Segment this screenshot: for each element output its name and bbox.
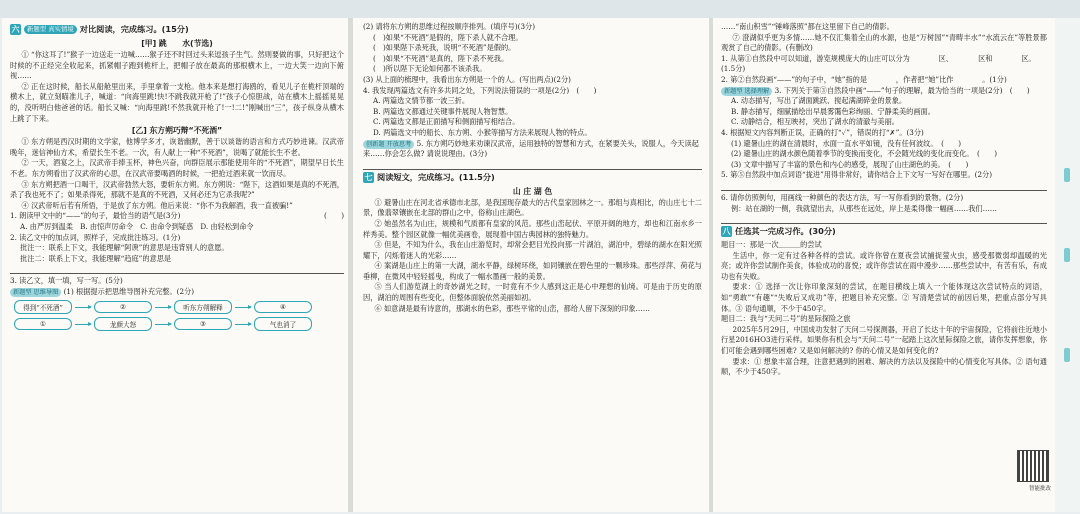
order-item[interactable]: ( )所以陛下无论如何都不该杀我。 [373, 64, 487, 74]
question-1: 1. 从第①自然段中可以知道，游览规模庞大的山庄可以分为 区、 区和 区。(1.5分) [721, 53, 1036, 74]
passage-b-para: ② 一天，酒宴之上，汉武帝手捧玉杯，神色兴奋，向群臣展示那能使用年的“不死酒”，期望早日长生不老。东方朔看出了汉武帝的心思，在汉武帝要喝酒的时候，一把抢过酒来就一饮而尽。 [10, 158, 344, 178]
mind-map-blank[interactable]: ③ [174, 318, 232, 330]
essay-para: ⑤ 当人们游览湖上的奇妙湖光之时，一时竟有不少人感到这正是心中理想的仙境。可是由于历史的原因，湖泊的周围有些变化，但整体面貌依然美丽如初。 [363, 282, 702, 303]
section-title: 阅读短文，完成练习。(11.5分) [377, 171, 495, 182]
essay-para: ② 她虽然名为山庄，规模和气质都有皇家的风范。那些山峦起伏、平原开阔的地方，却也和江南水乡一样秀美。整个园区就像一幅优美画卷，展现着中国古典园林的独特魅力。 [363, 218, 702, 239]
essay-para: ⑥ 如意湖是最有诗意的，那湖水的色彩，那些平常的山峦，都给人留下深刻的印象…… [374, 303, 650, 313]
essay-para: ⑦ 澄湖似乎更为多情……她不仅汇集着全山的水源，也是“万树园”“青畴丰水”“水流云在”等胜景都观赏了自己的倩影。(有删改) [721, 32, 1047, 53]
option-c: C. 动静结合，相互映衬，突出了湖水的清澈与美丽。 [731, 117, 899, 127]
passage-a-para: ② 正在这时候，船长从船舱里出来，手里拿着一支枪。他本来是想打海鸥的，看见儿子在桅杆顶端的横木上，就立刻瞄准儿子，喊道：“向海里跳!快!不跳我就开枪了!”孩子心惊胆战，站在横木上摇摇晃晃的，没听明白他爸爸的话。船长又喊：“向海里跳!不然我就开枪了!一!二!”刚喊出“三”，孩子纵身从横木上跳了下来。 [10, 81, 344, 123]
answer-line[interactable] [10, 264, 344, 274]
prompt-one-title: 题目一：那是一次＿＿＿的尝试 [721, 240, 822, 250]
question-options: A. 由严厉到温柔 B. 由惊声厉命令 C. 由命令到疑惑 D. 由轻松到命令 [20, 221, 254, 231]
prompt-two-title: 题目二：我与“天问二号”的星际探险之旅 [721, 314, 851, 324]
question-3-3: (3) 从上面的梳理中，我看出东方朔是一个的人。(写出两点)(2分) [363, 74, 571, 84]
qr-code-icon[interactable] [1017, 450, 1049, 482]
question-1 [10, 211, 344, 222]
question-stem: (1) 根据提示把思维导图补充完整。(2分) [63, 286, 195, 296]
prompt-two-requirements: 要求：① 想象丰富合理，注意把遇到的困难、解决的方法以及探险中的心情变化写具体。② 语句通顺，不少于450字。 [721, 356, 1047, 377]
passage-b-title: [乙] 东方朔巧辩“不死酒” [131, 126, 223, 136]
essay-para: ③ 但是，不知为什么，我在山庄游览时，却常会把目光投向那一片湖泊，湖泊中，碧绿的湖水在阳光照耀下，闪烁着迷人的光彩…… [363, 240, 702, 260]
judge-item[interactable]: (3) 文章中描写了丰富的景色和内心的感受，展现了山庄湖色的美。 ( ) [731, 159, 969, 169]
arrow-icon [155, 324, 171, 325]
question-2: 2. 读乙文中的加点词，照样子，完成批注练习。(1分) [10, 232, 181, 242]
answer-paren[interactable]: ( ) [324, 211, 344, 221]
section-six-header [10, 24, 344, 35]
question-stem: 5. 东方朔巧妙地来劝谏汉武帝，运用独特的智慧和方式，在紧要关头，说服人，今天读起来……你会怎么做? 请说说理由。(3分) [363, 138, 699, 159]
section-tag: 新题型 真实情境 [24, 25, 77, 34]
question-3-1 [10, 287, 344, 298]
prompt-one-text: 生活中，你一定有过各种各样的尝试。或许你曾在夏夜尝试捕捉萤火虫，感受那微弱却温暖的光亮；或许你尝试制作美食，体验成功的喜悦；或许你尝试在雨中漫步……那些尝试中，有苦有乐，有成功也有失败。 [721, 250, 1047, 281]
question-tag: 新题型 选择理解 [721, 87, 772, 96]
mind-map-blank[interactable]: ① [14, 318, 72, 330]
prompt-two-text: 2025年5月29日，中国成功发射了天问二号探测器，开启了长达十年的宇宙探险，它将前往近地小行星2016HO3进行采样。如果你有机会与“天问二号”一起踏上这次星际探险之旅，请你发挥想象，你们可能会遇到哪些困难? 又是如何解决的? 你的心情又是如何变化的? [721, 324, 1047, 356]
section-title: 任选其一完成习作。(30分) [735, 226, 836, 237]
question-tag: 新题型 思维导图 [10, 288, 61, 297]
question-stem: 3. 下列关于第③自然段中画“——”句子的理解，最为恰当的一项是(2分) ( ) [774, 85, 1030, 95]
answer-line[interactable] [721, 214, 1047, 224]
order-item[interactable]: ( )如果“不死酒”是真的，陛下杀不死我。 [373, 53, 509, 63]
arrow-icon [235, 307, 251, 308]
option-a: A. 动态描写，写出了湖面跳跃、搅起满湖碎金的景象。 [731, 96, 907, 106]
passage-a-para: ① “你这耳了!”猴子一边送走一边喊……猴子还不时回过头来逗孩子生气。然则要做的事，只好把这个时候的不正经完全收起来，抓紧帽子跑到桅杆上，把帽子放在最高的那根横木上，一边大笑一边向下俯视…… [10, 50, 344, 81]
mind-map-node: 听东方朔解释 [174, 300, 232, 314]
question-4: 4. 根据短文内容判断正误，正确的打“✓”，错误的打“✗”。(3分) [721, 127, 924, 137]
mind-map-blank[interactable]: ④ [254, 301, 312, 313]
option-a: A. 两篇选文情节都一波三折。 [373, 96, 470, 106]
mind-map-node: 得到“不死酒” [14, 300, 72, 314]
question-5 [363, 139, 702, 160]
judge-item[interactable]: (1) 避暑山庄的湖在清晨时，水面一直水平如镜，没有任何波纹。 ( ) [731, 138, 962, 148]
page-tab-marker [1064, 348, 1070, 362]
option-c: C. 两篇选文都是正面描写和侧面描写相结合。 [373, 117, 520, 127]
question-4: 4. 我发现两篇选文有许多共同之处，下列说法错误的一项是(2分) ( ) [363, 85, 597, 95]
option-b: B. 两篇选文都通过关键事件展现人物智慧。 [373, 106, 513, 116]
section-number: 八 [722, 227, 731, 237]
page-left [2, 18, 350, 512]
mind-map-row-2 [14, 317, 344, 331]
essay-continued: ……“南山积雪”“锤峰落照”都在这里留下自己的倩影。 [721, 22, 894, 31]
mind-map-blank[interactable]: ② [94, 301, 152, 313]
question-3 [721, 86, 1047, 97]
question-2: 2. 第②自然段画“——”的句子中，“她”指的是 ，作者把“她”比作 。(1分) [721, 74, 1007, 84]
page-middle [353, 18, 710, 512]
option-b: B. 静态描写，细腻描绘出早晨雾霭色彩绚丽、宁静柔美的画面。 [731, 106, 935, 116]
question-stem: 1. 朗读甲文中的“——”的句子，最恰当的语气是(3分) [10, 211, 181, 221]
question-tag: 创新题 开放思考 [363, 140, 414, 149]
top-binding [0, 0, 1080, 18]
answer-line[interactable] [721, 181, 1047, 191]
essay-para: ① 避暑山庄在河北省承德市北部，是我国现存最大的古代皇家园林之一。那组与真相比，的山庄七十二景，像翡翠镶嵌在北部的群山之中，俗称山庄湖色。 [363, 197, 702, 218]
essay-para: ④ 案湖是山庄上的第一大湖，湖水平静，绿树环绕，如同镶嵌在碧色里的一颗珍珠。那些浮萍、荷花与垂柳，在微风中轻轻摇曳，构成了一幅水墨画一般的美景。 [363, 261, 702, 281]
judge-item[interactable]: (2) 避暑山庄的湖水颜色随着季节的变换而变化，不会随光线的变化而变化。 ( ) [731, 149, 998, 159]
page-tab-marker [1064, 168, 1070, 182]
arrow-icon [75, 307, 91, 308]
qr-caption: 智能批改 [1028, 486, 1051, 492]
passage-b-para: ④ 汉武帝听后若有所悟，于是放了东方朔。他后来说：“你不为我解酒，我一直被骗!” [21, 200, 293, 210]
section-number: 六 [11, 25, 20, 34]
arrow-icon [75, 324, 91, 325]
arrow-icon [235, 324, 251, 325]
question-5: 5. 第⑤自然段中加点词语“拢进”用得非常好，请你结合上下文写一写好在哪里。(2分) [721, 170, 993, 180]
arrow-icon [155, 307, 171, 308]
passage-b-para: ③ 东方朔把酒一口喝干，汉武帝勃然大怒，要斩东方朔。东方朔说：“陛下，这酒如果是真的不死酒，杀了我也死不了；如果杀得死，那就不是真的不死酒，又何必还为它杀我呢?” [10, 179, 344, 200]
order-item[interactable]: ( )如果陛下杀死我，说明“不死酒”是假的。 [373, 43, 516, 53]
annotation-2: 批注二：联系上下文，我能理解“趋庭”的意思是 [20, 253, 172, 263]
question-3-2: (2) 请将东方朔的思维过程按顺序排列。(填序号)(3分) [363, 22, 536, 31]
mind-map-node: 龙颜大怒 [94, 317, 152, 331]
passage-b-para: ① 东方朔是西汉时期的文学家，他博学多才，诙谐幽默，善于以谈谐的语言和方式巧妙进谏。汉武帝晚年，迷信神仙方术，希望长生不老。一次，有人献上一种“不死酒”，说喝了就能长生不老。 [10, 137, 344, 157]
answer-line[interactable] [363, 160, 702, 170]
section-eight-header [721, 226, 1047, 237]
question-3: 3. 读乙文，填一填，写一写。(5分) [10, 276, 123, 286]
essay-title: 山 庄 湖 色 [512, 186, 553, 196]
order-item[interactable]: ( )如果“不死酒”是假的，陛下杀人就不合理。 [373, 32, 523, 42]
page-edge [1055, 18, 1080, 512]
question-6: 6. 请你仿照例句，用画线一种颜色的表达方法，写一写你看到的景物。(2分) [721, 192, 964, 202]
section-title: 对比阅读，完成练习。(15分) [79, 24, 189, 34]
passage-a-title: [甲] 跳 水(节选) [141, 39, 213, 48]
option-d: D. 两篇选文中的船长、东方朔、小猴等描写方法来展现人物的特点。 [373, 127, 592, 137]
mind-map-node: 气也消了 [254, 317, 312, 331]
prompt-one-requirements: 要求：① 选择一次让你印象深刻的尝试，在题目横线上填入一个能体现这次尝试特点的词语，如“勇敢”“有趣”“失败后又成功”等，把题目补充完整。② 写清楚尝试的前因后果，把重点部分写具体。③ 语句通顺，不少于450字。 [721, 282, 1047, 313]
annotation-1: 批注一：联系上下文，我能理解“阿谀”的意思是违背别人的意愿。 [20, 243, 229, 253]
page-right [713, 18, 1055, 512]
page-tab-marker [1064, 248, 1070, 262]
section-number: 七 [364, 172, 373, 182]
example-sentence: 例：站在湖的一侧，我就望出去，从那些在远处，岸上是柔得像一幅画……我们…… [731, 203, 997, 213]
mind-map-row-1 [14, 300, 344, 314]
section-seven-header [363, 172, 702, 183]
